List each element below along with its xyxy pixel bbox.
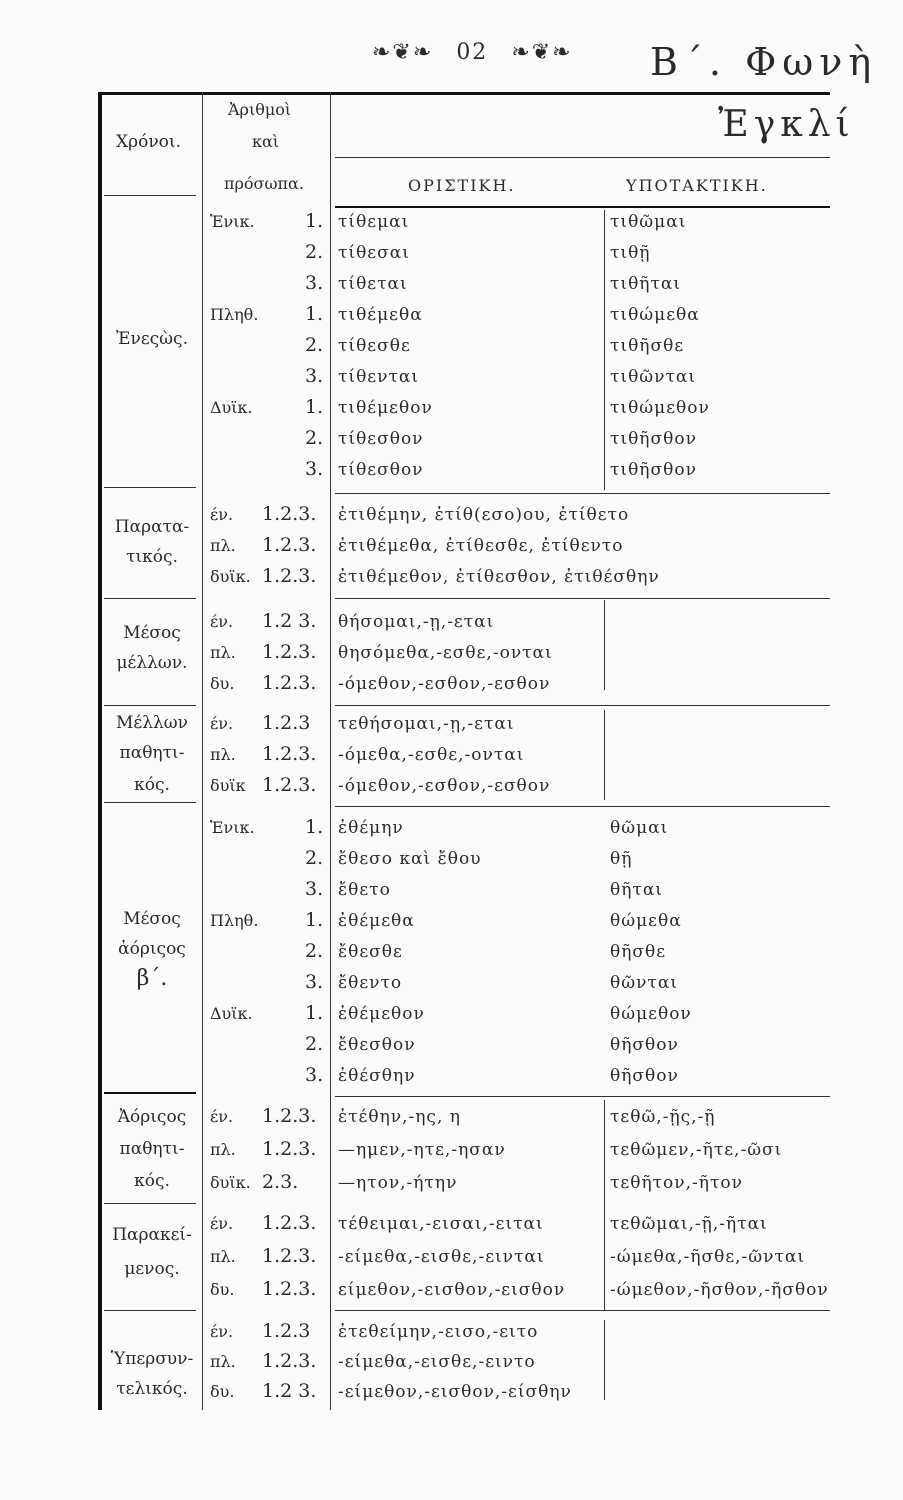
indicative-form: τίθεται [338, 274, 408, 294]
row-label: έν. [210, 1107, 234, 1126]
col-divider-1 [202, 92, 203, 1410]
tenses-header: Χρόνοι. [116, 132, 181, 152]
indicative-form: τίθεμαι [338, 212, 410, 232]
indicative-form: —ημεν,-ητε,-ησαν [338, 1140, 506, 1160]
indicative-form: ἔθεσθον [338, 1035, 416, 1055]
indicative-form: -είμεθα,-εισθε,-ειντο [338, 1352, 536, 1372]
row-label: δυϊκ. [210, 1173, 251, 1192]
tense-future-middle-1: Μέσος [123, 623, 181, 643]
tense-future-middle-2: μέλλων. [116, 653, 188, 673]
page-number [372, 40, 573, 65]
person-number: 1. [305, 909, 324, 931]
col-divider-3 [604, 210, 605, 490]
indicative-form: -όμεθον,-εσθον,-εσθον [338, 674, 551, 694]
tense-future-passive-3: κός. [134, 775, 170, 795]
indicative-form: τιθέμεθα [338, 305, 423, 325]
tense-aorist2-2: ἀόριςος [118, 939, 186, 959]
page-number-text: 02 [456, 40, 489, 65]
person-number: 1.2.3. [262, 1212, 317, 1234]
indicative-form: ἔθεσθε [338, 942, 403, 962]
person-number: 1.2.3. [262, 1350, 317, 1372]
person-number: 1.2.3. [262, 1105, 317, 1127]
rule-present-main [335, 493, 830, 494]
subjunctive-form: τεθῶμαι,-ῇ,-ῆται [610, 1214, 768, 1234]
person-number: 1.2 3. [262, 1380, 317, 1402]
row-label: Δυϊκ. [210, 398, 253, 417]
subjunctive-form: τεθῶ,-ῇς,-ῇ [610, 1107, 716, 1127]
voice-title: Β΄. Φωνὴ [650, 40, 878, 84]
person-number: 1. [305, 816, 324, 838]
rule-perfect [104, 1310, 196, 1311]
indicative-form: -όμεθον,-εσθον,-εσθον [338, 776, 551, 796]
tense-pluperfect-1: Ὑπερσυν- [110, 1349, 194, 1369]
subjunctive-form: θῶμαι [610, 818, 669, 838]
rule-future-middle [104, 705, 196, 706]
row-label: έν. [210, 505, 234, 524]
col-divider-6 [604, 1100, 605, 1310]
row-label: πλ. [210, 1140, 236, 1159]
row-label: δυϊκ [210, 776, 246, 795]
person-number: 1. [305, 210, 324, 232]
subjunctive-form: θώμεθα [610, 911, 682, 931]
rule-future-passive [104, 802, 196, 803]
subjunctive-form: τεθῆτον,-ῆτον [610, 1173, 743, 1193]
col-divider-4 [604, 600, 605, 690]
person-number: 1.2.3. [262, 641, 317, 663]
indicative-header: ΟΡΙΣΤΙΚΗ. [408, 176, 516, 195]
indicative-form: τίθεσθον [338, 429, 424, 449]
person-number: 1.2.3. [262, 534, 317, 556]
subjunctive-form: τιθῶνται [610, 367, 697, 387]
person-number: 1.2.3. [262, 1245, 317, 1267]
person-number: 1. [305, 1002, 324, 1024]
subjunctive-form: τιθῆσθον [610, 460, 697, 480]
row-label: Ἑνικ. [210, 212, 255, 231]
indicative-form: ἐτιθέμεθα, ἐτίθεσθε, ἐτίθεντο [338, 536, 624, 556]
subjunctive-form: -ώμεθα,-ῆσθε,-ῶνται [610, 1247, 806, 1267]
row-label: έν. [210, 612, 234, 631]
person-number: 3. [305, 458, 324, 480]
indicative-form: —ητον,-ήτην [338, 1173, 458, 1193]
row-label: δυ. [210, 1382, 235, 1401]
indicative-form: θησόμεθα,-εσθε,-ονται [338, 643, 553, 663]
indicative-form: ἐτιθέμην, ἐτίθ(εσο)ου, ἐτίθετο [338, 505, 630, 525]
person-number: 1. [305, 303, 324, 325]
subjunctive-form: τιθῇ [610, 243, 651, 263]
indicative-form: τέθειμαι,-εισαι,-ειται [338, 1214, 544, 1234]
row-label: πλ. [210, 1247, 236, 1266]
person-number: 1.2.3. [262, 1278, 317, 1300]
person-number: 1.2.3. [262, 565, 317, 587]
person-number: 1.2.3. [262, 672, 317, 694]
subjunctive-form: θῶνται [610, 973, 678, 993]
tense-aorist-passive-1: Ἀόριςος [117, 1107, 187, 1127]
indicative-form: τεθήσομαι,-ῃ,-εται [338, 714, 515, 734]
row-label: Δυϊκ. [210, 1004, 253, 1023]
header-rule-main [335, 206, 830, 208]
tense-imperfect-1: Παρατα- [114, 517, 190, 537]
ornament-left: ❧❦❧ [372, 40, 434, 65]
row-label: πλ. [210, 536, 236, 555]
row-label: πλ. [210, 745, 236, 764]
subjunctive-form: θῆται [610, 880, 663, 900]
person-number: 2. [305, 427, 324, 449]
col-divider-5 [604, 710, 605, 800]
subjunctive-form: τιθώμεθα [610, 305, 700, 325]
subjunctive-form: θώμεθον [610, 1004, 692, 1024]
indicative-form: τίθεσαι [338, 243, 410, 263]
subjunctive-form: θῇ [610, 849, 633, 869]
indicative-form: τίθενται [338, 367, 419, 387]
person-number: 1.2 3. [262, 610, 317, 632]
rule-imperfect-main [335, 598, 830, 599]
indicative-form: ἔθετο [338, 880, 391, 900]
indicative-form: ἐτεθείμην,-εισο,-ειτο [338, 1322, 539, 1342]
indicative-form: είμεθον,-εισθον,-εισθον [338, 1280, 566, 1300]
indicative-form: ἐθέμεθα [338, 911, 415, 931]
subjunctive-form: θῆσθε [610, 942, 667, 962]
tense-aorist-passive-3: κός. [134, 1171, 170, 1191]
col-divider-2 [330, 92, 331, 1410]
subjunctive-form: τιθῶμαι [610, 212, 687, 232]
person-number: 1.2.3. [262, 503, 317, 525]
person-number: 2.3. [262, 1171, 299, 1193]
rule-present [104, 487, 196, 488]
person-number: 1.2.3. [262, 743, 317, 765]
mood-underline [335, 157, 830, 158]
subjunctive-form: τιθῆσθε [610, 336, 685, 356]
numbers-header-3: πρόσωπα. [224, 174, 304, 193]
tense-perfect-1: Παρακεί- [112, 1225, 192, 1245]
left-border [98, 92, 102, 1410]
rule-future-passive-main [335, 806, 830, 807]
person-number: 2. [305, 847, 324, 869]
tense-pluperfect-2: τελικός. [116, 1379, 188, 1399]
person-number: 3. [305, 878, 324, 900]
row-label: Πληθ. [210, 911, 259, 930]
numbers-header-2: καὶ [252, 132, 280, 151]
person-number: 3. [305, 1064, 324, 1086]
indicative-form: ἐθέμεθον [338, 1004, 425, 1024]
tense-aorist2-3: β΄. [136, 966, 168, 991]
tense-future-passive-2: παθητι- [119, 743, 185, 763]
mood-title: Ἐγκλί [718, 104, 855, 145]
tense-perfect-2: μενος. [124, 1259, 180, 1279]
tense-aorist2-1: Μέσος [123, 909, 181, 929]
indicative-form: ἐθέσθην [338, 1066, 416, 1086]
row-label: έν. [210, 1322, 234, 1341]
row-label: έν. [210, 714, 234, 733]
subjunctive-form: τιθώμεθον [610, 398, 710, 418]
subjunctive-form: τεθῶμεν,-ῆτε,-ῶσι [610, 1140, 783, 1160]
rule-aorist2 [104, 1092, 196, 1094]
indicative-form: ἐτιθέμεθον, ἐτίθεσθον, ἐτιθέσθην [338, 567, 660, 587]
person-number: 1.2.3 [262, 712, 311, 734]
tense-imperfect-2: τικός. [126, 547, 178, 567]
person-number: 2. [305, 241, 324, 263]
row-label: δυ. [210, 1280, 235, 1299]
tense-aorist-passive-2: παθητι- [119, 1139, 185, 1159]
rule-perfect-main [335, 1310, 830, 1311]
person-number: 1. [305, 396, 324, 418]
person-number: 3. [305, 971, 324, 993]
indicative-form: τίθεσθε [338, 336, 411, 356]
indicative-form: -όμεθα,-εσθε,-ονται [338, 745, 525, 765]
rule-future-middle-main [335, 705, 830, 706]
header-bottom-rule [104, 195, 196, 196]
person-number: 3. [305, 272, 324, 294]
numbers-header-1: Ἀριθμοὶ [228, 100, 292, 119]
row-label: πλ. [210, 1352, 236, 1371]
rule-aorist-passive [104, 1203, 196, 1204]
subjunctive-form: -ώμεθον,-ῆσθον,-ῆσθον [610, 1280, 829, 1300]
row-label: Ἑνικ. [210, 818, 255, 837]
subjunctive-header: ΥΠΟΤΑΚΤΙΚΗ. [626, 176, 768, 195]
row-label: έν. [210, 1214, 234, 1233]
indicative-form: -είμεθον,-εισθον,-είσθην [338, 1382, 572, 1402]
indicative-form: ἔθεσο καὶ ἔθου [338, 849, 482, 869]
subjunctive-form: τιθῆσθον [610, 429, 697, 449]
row-label: Πληθ. [210, 305, 259, 324]
person-number: 1.2.3. [262, 1138, 317, 1160]
row-label: πλ. [210, 643, 236, 662]
rule-aorist2-main [335, 1096, 830, 1097]
person-number: 2. [305, 940, 324, 962]
col-divider-7 [604, 1320, 605, 1400]
person-number: 1.2.3. [262, 774, 317, 796]
tense-present: Ἐνεςὼς. [116, 329, 188, 349]
indicative-form: τίθεσθον [338, 460, 424, 480]
indicative-form: ἔθεντο [338, 973, 403, 993]
indicative-form: ἐτέθην,-ης, η [338, 1107, 461, 1127]
subjunctive-form: θῆσθον [610, 1066, 679, 1086]
person-number: 3. [305, 365, 324, 387]
top-rule [100, 92, 830, 95]
subjunctive-form: θῆσθον [610, 1035, 679, 1055]
subjunctive-form: τιθῆται [610, 274, 682, 294]
tense-future-passive-1: Μέλλων [116, 713, 188, 733]
person-number: 1.2.3 [262, 1320, 311, 1342]
indicative-form: θήσομαι,-ῃ,-εται [338, 612, 495, 632]
indicative-form: τιθέμεθον [338, 398, 433, 418]
person-number: 2. [305, 334, 324, 356]
indicative-form: -είμεθα,-εισθε,-εινται [338, 1247, 545, 1267]
row-label: δυ. [210, 674, 235, 693]
row-label: δυϊκ. [210, 567, 251, 586]
rule-imperfect [104, 598, 196, 599]
indicative-form: ἐθέμην [338, 818, 404, 838]
ornament-right: ❧❦❧ [511, 40, 573, 65]
person-number: 2. [305, 1033, 324, 1055]
